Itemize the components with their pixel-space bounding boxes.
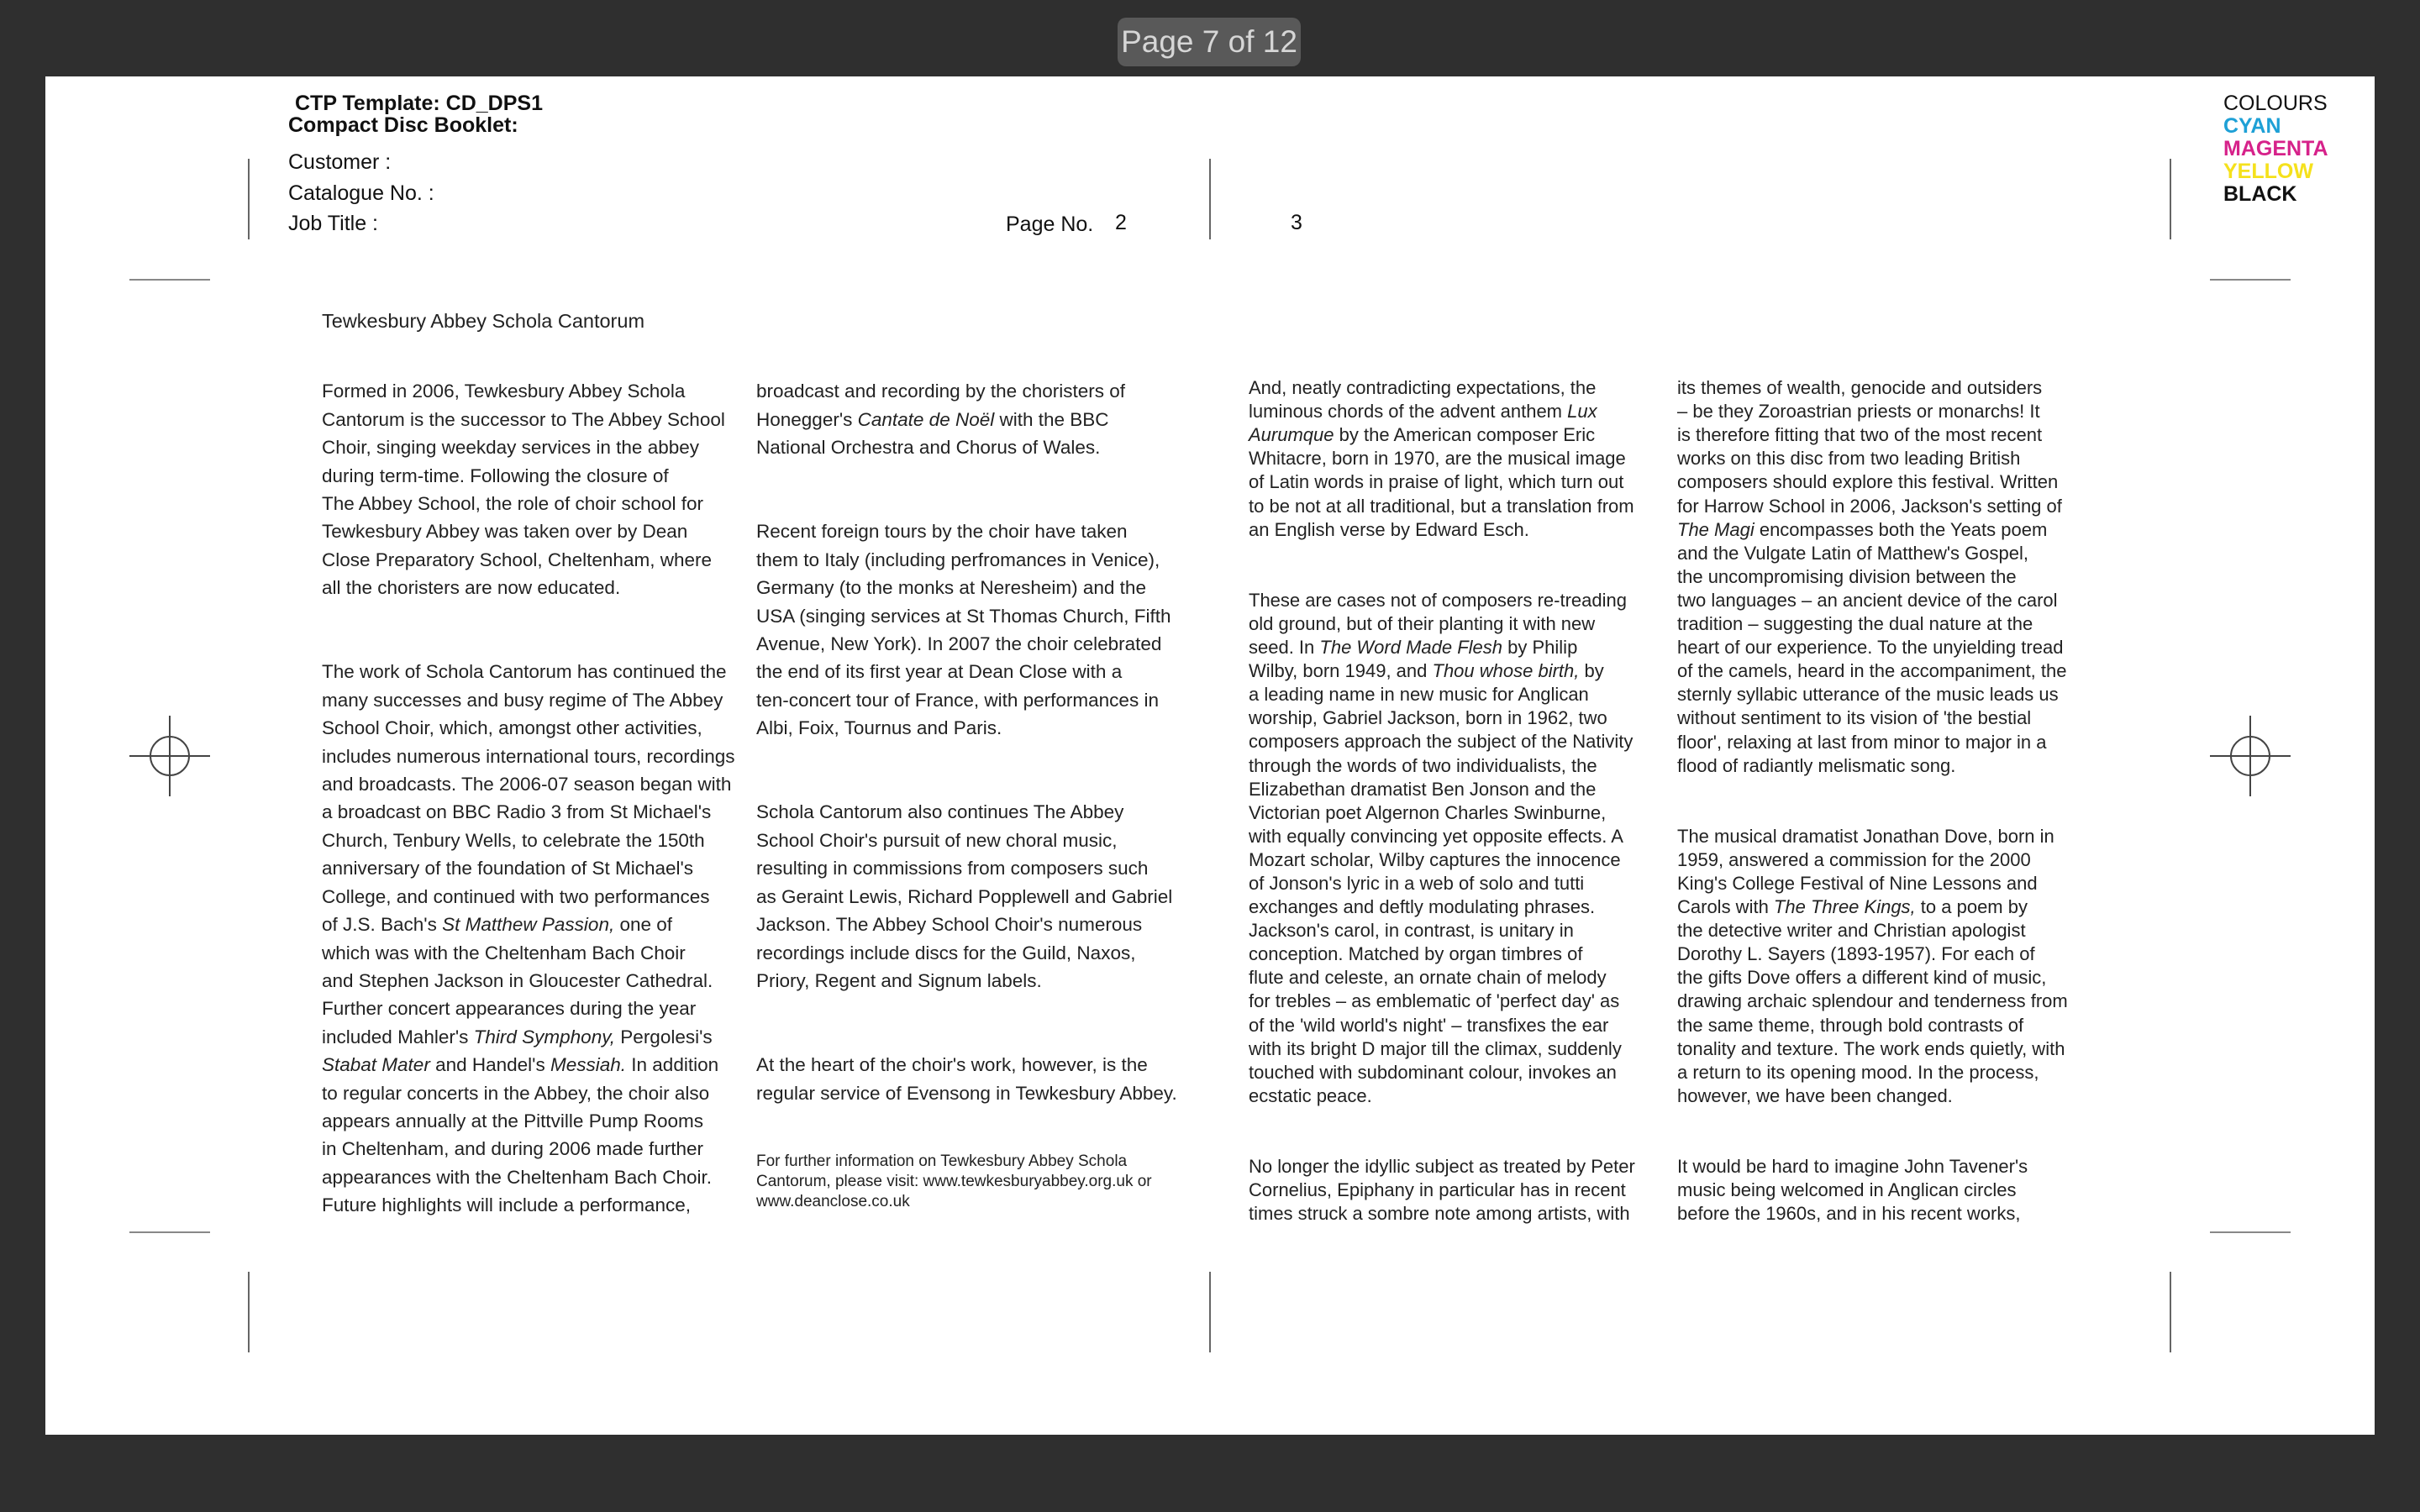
text-column-1 — [322, 349, 750, 1275]
paragraph: Schola Cantorum also continues The Abbey School Choir's pursuit of new choral music, resulting in commissions from composers such as Geraint Lewis, Richard Popplewell and Gabriel Jackson. The Abbey School Choir's numerous recordings include discs for the Guild, Naxos, Priory, Regent and Signum labels. — [756, 801, 1173, 991]
paragraph: its themes of wealth, genocide and outsiders – be they Zoroastrian priests or monarchs! It is therefore fitting that two of the most recent works on this disc from two leading British composers should explore this festival. Written for Harrow School in 2006, Jackson's setting of The Magi encompasses both the Yeats poem and the Vulgate Latin of Matthew's Gospel, the uncompromising division between the two languages – an ancient device of the carol tradition – suggesting the dual nature at the heart of our experience. To the unyielding tread of the camels, heard in the accompaniment, the sternly syllabic utterance of the music leads us without sentiment to its vision of 'the bestial floor', relaxing at last from minor to major in a flood of radiantly melismatic song. — [1677, 377, 2067, 776]
booklet-label: Compact Disc Booklet: — [288, 113, 518, 137]
crop-mark — [2170, 159, 2171, 239]
colours-legend — [2223, 92, 2328, 206]
text-column-2 — [756, 349, 1193, 1241]
text-column-4 — [1677, 353, 2106, 1273]
paragraph: No longer the idyllic subject as treated by Peter Cornelius, Epiphany in particular has in recent times struck a sombre note among artists, with — [1249, 1156, 1635, 1225]
section-title: Tewkesbury Abbey Schola Cantorum — [322, 310, 645, 332]
paragraph: These are cases not of composers re-treading old ground, but of their planting it with new seed. In The Word Made Flesh by Philip Wilby, born 1949, and Thou whose birth, by a leading name in new music for Anglican worship, Gabriel Jackson, born in 1962, two composers approach the subject of the Nativity through the words of two individualists, the Elizabethan dramatist Ben Jonson and the Victorian poet Algernon Charles Swinburne, with equally convincing yet opposite effects. A Mozart scholar, Wilby captures the innocence of Jonson's lyric in a web of solo and tutti exchanges and deftly modulating phrases. Jackson's carol, in contrast, is unitary in conception. Matched by organ timbres of flute and celeste, an ornate chain of melody for trebles – as emblematic of 'perfect day' as of the 'wild world's night' – transfixes the ear with its bright D major till the climax, suddenly touched with subdominant colour, invokes an ecstatic peace. — [1249, 589, 1634, 1106]
customer-label: Customer : — [288, 150, 392, 174]
page-number-left: 2 — [1115, 211, 1127, 234]
colour-black: BLACK — [2223, 182, 2297, 206]
footnote: For further information on Tewkesbury Abbey Schola Cantorum, please visit: www.tewkesburyabbey.org.uk or www.deanclose.co.uk — [756, 1152, 1152, 1211]
catalogue-label: Catalogue No. : — [288, 181, 434, 205]
paragraph: Recent foreign tours by the choir have taken them to Italy (including perfromances in Venice), Germany (to the monks at Neresheim) and the USA (singing services at St Thomas Church, Fifth Avenue, New York). In 2007 the choir celebrated the end of its first year at Dean Close with a ten-concert tour of France, with performances in Albi, Foix, Tournus and Paris. — [756, 521, 1171, 739]
colours-heading: COLOURS — [2223, 92, 2328, 115]
crop-mark — [2170, 1272, 2171, 1352]
job-title-label: Job Title : — [288, 212, 378, 235]
colour-yellow: YELLOW — [2223, 160, 2313, 183]
registration-mark-icon — [2210, 716, 2291, 796]
crop-mark — [248, 159, 250, 239]
paragraph: broadcast and recording by the choristers of Honegger's Cantate de Noël with the BBC National Orchestra and Chorus of Wales. — [756, 381, 1125, 459]
paragraph: The work of Schola Cantorum has continued the many successes and busy regime of The Abbey School Choir, which, amongst other activities, includes numerous international tours, recordings and broadcasts. The 2006-07 season began with a broadcast on BBC Radio 3 from St Michael's Church, Tenbury Wells, to celebrate the 150th anniversary of the foundation of St Michael's College, and continued with two performances of J.S. Bach's St Matthew Passion, one of which was with the Cheltenham Bach Choir and Stephen Jackson in Gloucester Cathedral. Further concert appearances during the year included Mahler's Third Symphony, Pergolesi's Stabat Mater and Handel's Messiah. In addition to regular concerts in the Abbey, the choir also appears annually at the Pittville Pump Rooms in Cheltenham, and during 2006 made further appearances with the Cheltenham Bach Choir. Future highlights will include a performance, — [322, 661, 735, 1216]
crop-mark — [2210, 1231, 2291, 1233]
crop-mark — [129, 1231, 210, 1233]
document-page — [45, 76, 2375, 1435]
colour-cyan: CYAN — [2223, 114, 2281, 138]
fold-mark — [1209, 1272, 1211, 1352]
crop-mark — [129, 279, 210, 281]
paragraph: Formed in 2006, Tewkesbury Abbey Schola Cantorum is the successor to The Abbey School Choir, singing weekday services in the abbey during term-time. Following the closure of The Abbey School, the role of choir school for Tewkesbury Abbey was taken over by Dean Close Preparatory School, Cheltenham, where all the choristers are now educated. — [322, 381, 725, 599]
template-label: CTP Template: CD_DPS1 — [295, 92, 543, 115]
colour-magenta: MAGENTA — [2223, 137, 2328, 160]
page-indicator: Page 7 of 12 — [1118, 18, 1301, 66]
paragraph: At the heart of the choir's work, however, is the regular service of Evensong in Tewkesbury Abbey. — [756, 1054, 1177, 1104]
registration-mark-icon — [129, 716, 210, 796]
page-no-label: Page No. — [1006, 213, 1094, 236]
fold-mark — [1209, 159, 1211, 239]
text-column-3 — [1249, 353, 1677, 1273]
paragraph: It would be hard to imagine John Tavener's music being welcomed in Anglican circles before the 1960s, and in his recent works, — [1677, 1156, 2028, 1225]
crop-mark — [248, 1272, 250, 1352]
crop-mark — [2210, 279, 2291, 281]
paragraph: The musical dramatist Jonathan Dove, born in 1959, answered a commission for the 2000 King's College Festival of Nine Lessons and Carols with The Three Kings, to a poem by the detective writer and Christian apologist Dorothy L. Sayers (1893-1957). For each of the gifts Dove offers a different kind of music, drawing archaic splendour and tenderness from the same theme, through bold contrasts of tonality and texture. The work ends quietly, with a return to its opening mood. In the process, however, we have been changed. — [1677, 825, 2068, 1106]
paragraph: And, neatly contradicting expectations, the luminous chords of the advent anthem Lux Aurumque by the American composer Eric Whitacre, born in 1970, are the musical image of Latin words in praise of light, which turn out to be not at all traditional, but a translation from an English verse by Edward Esch. — [1249, 377, 1634, 540]
page-number-right: 3 — [1291, 211, 1302, 234]
